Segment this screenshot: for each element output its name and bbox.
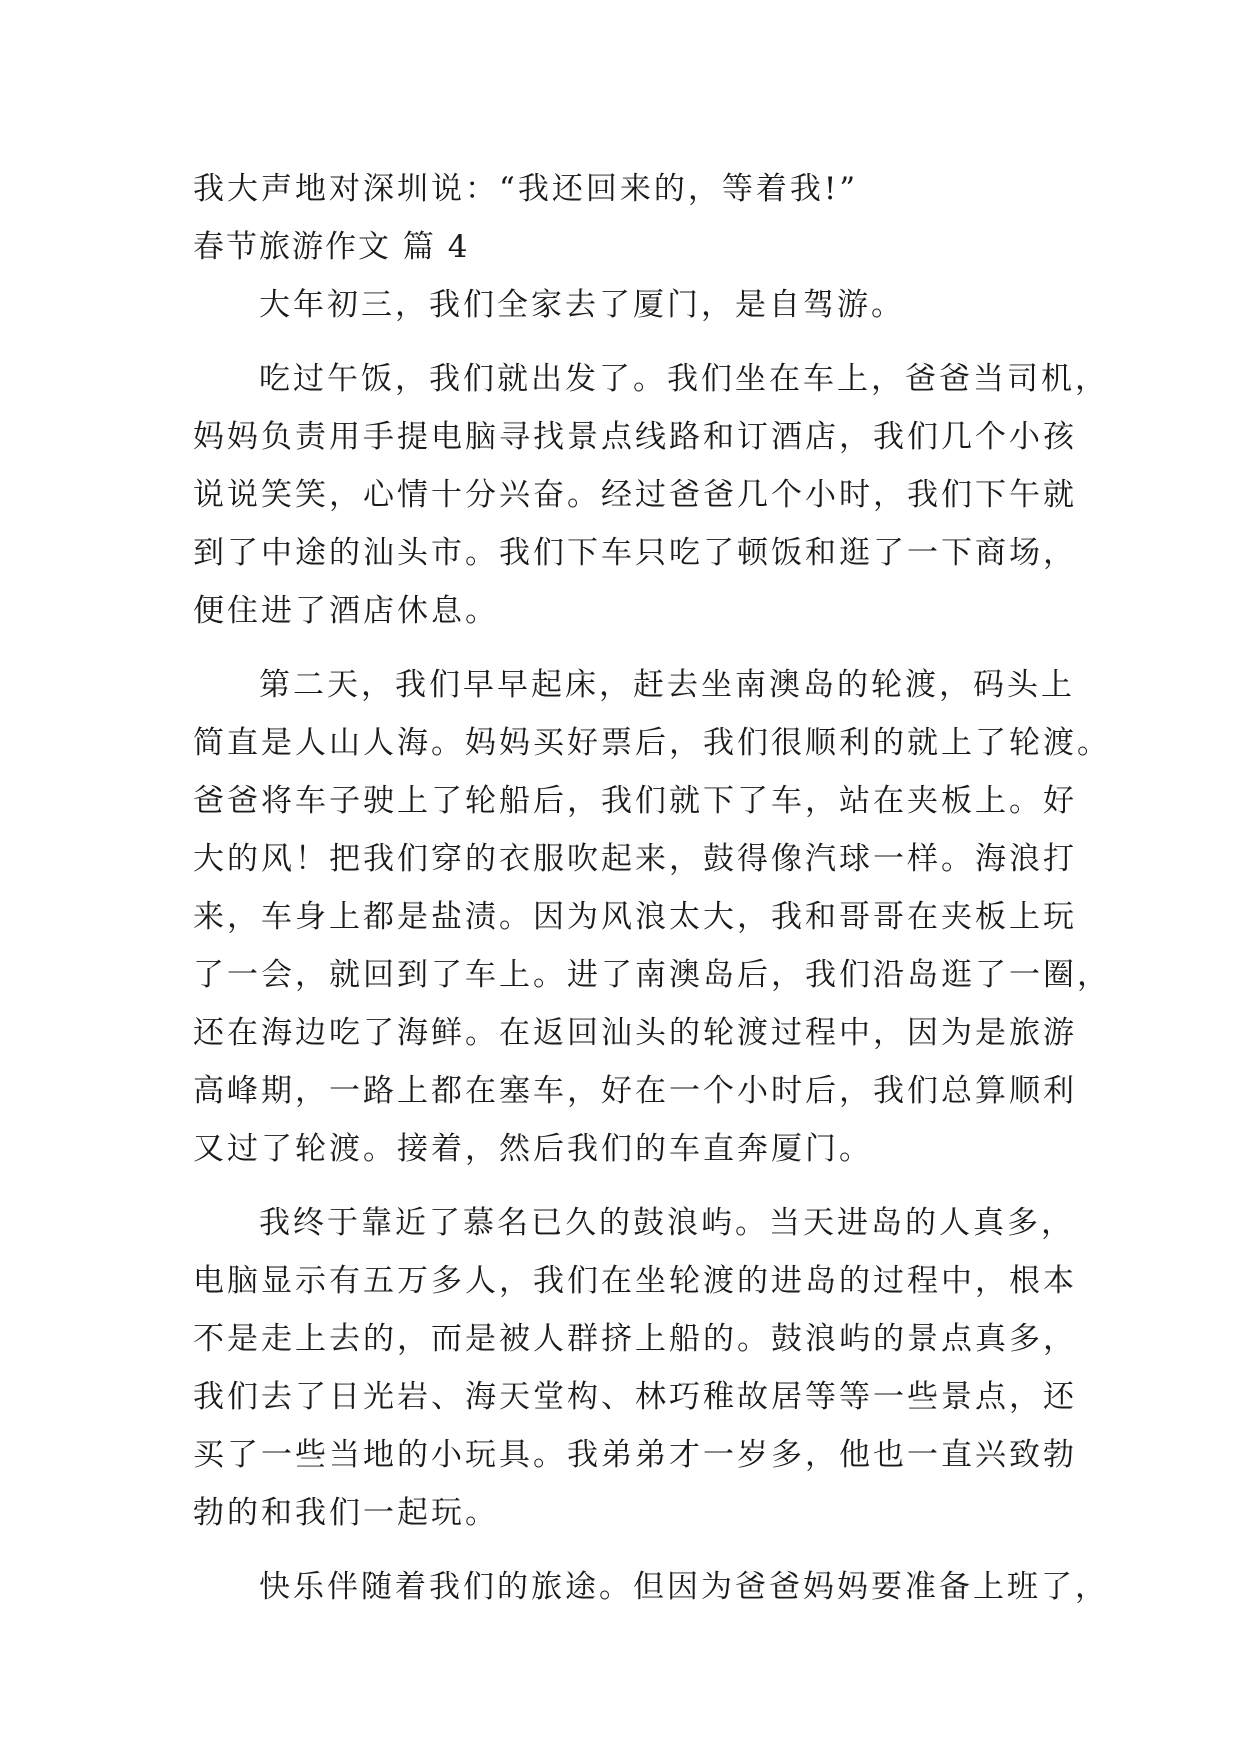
paragraph-line: 说说笑笑，心情十分兴奋。经过爸爸几个小时，我们下午就	[193, 477, 1077, 513]
paragraph	[193, 350, 1109, 640]
paragraph-line: 大年初三，我们全家去了厦门，是自驾游。	[259, 287, 905, 323]
paragraph-line: 吃过午饭，我们就出发了。我们坐在车上，爸爸当司机，	[259, 361, 1109, 397]
paragraph-line: 快乐伴随着我们的旅途。但因为爸爸妈妈要准备上班了，	[259, 1569, 1109, 1605]
paragraph	[193, 656, 1111, 1178]
paragraph-line: 买了一些当地的小玩具。我弟弟才一岁多，他也一直兴致勃	[193, 1437, 1077, 1473]
paragraph-line: 电脑显示有五万多人，我们在坐轮渡的进岛的过程中，根本	[193, 1263, 1077, 1299]
paragraph-line: 妈妈负责用手提电脑寻找景点线路和订酒店，我们几个小孩	[193, 419, 1077, 455]
paragraph-line: 还在海边吃了海鲜。在返回汕头的轮渡过程中，因为是旅游	[193, 1015, 1077, 1051]
paragraph-line: 我们去了日光岩、海天堂构、林巧稚故居等等一些景点，还	[193, 1379, 1077, 1415]
paragraph-line: 勃的和我们一起玩。	[193, 1495, 499, 1531]
paragraph-line: 不是走上去的，而是被人群挤上船的。鼓浪屿的景点真多，	[193, 1321, 1077, 1357]
paragraph-line: 大的风！把我们穿的衣服吹起来，鼓得像汽球一样。海浪打	[193, 841, 1077, 877]
paragraph	[193, 276, 1065, 334]
paragraph-line: 高峰期，一路上都在塞车，好在一个小时后，我们总算顺利	[193, 1073, 1077, 1109]
document-body	[193, 160, 1111, 1616]
paragraph-line: 我终于靠近了慕名已久的鼓浪屿。当天进岛的人真多，	[259, 1205, 1075, 1241]
paragraph-line: 简直是人山人海。妈妈买好票后，我们很顺利的就上了轮渡。	[193, 725, 1111, 761]
paragraph	[193, 1194, 1077, 1542]
paragraph	[193, 1558, 1109, 1616]
paragraph-line: 来，车身上都是盐渍。因为风浪太大，我和哥哥在夹板上玩	[193, 899, 1077, 935]
paragraph-line: 便住进了酒店休息。	[193, 593, 499, 629]
essay-heading: 春节旅游作文 篇 4	[193, 229, 470, 265]
paragraph-line: 第二天，我们早早起床，赶去坐南澳岛的轮渡，码头上	[259, 667, 1075, 703]
paragraph-line: 了一会，就回到了车上。进了南澳岛后，我们沿岛逛了一圈，	[193, 957, 1111, 993]
lead-line: 我大声地对深圳说：“我还回来的，等着我!”	[193, 171, 859, 207]
paragraph-line: 到了中途的汕头市。我们下车只吃了顿饭和逛了一下商场，	[193, 535, 1077, 571]
paragraph-line: 又过了轮渡。接着，然后我们的车直奔厦门。	[193, 1131, 873, 1167]
paragraph-line: 爸爸将车子驶上了轮船后，我们就下了车，站在夹板上。好	[193, 783, 1077, 819]
